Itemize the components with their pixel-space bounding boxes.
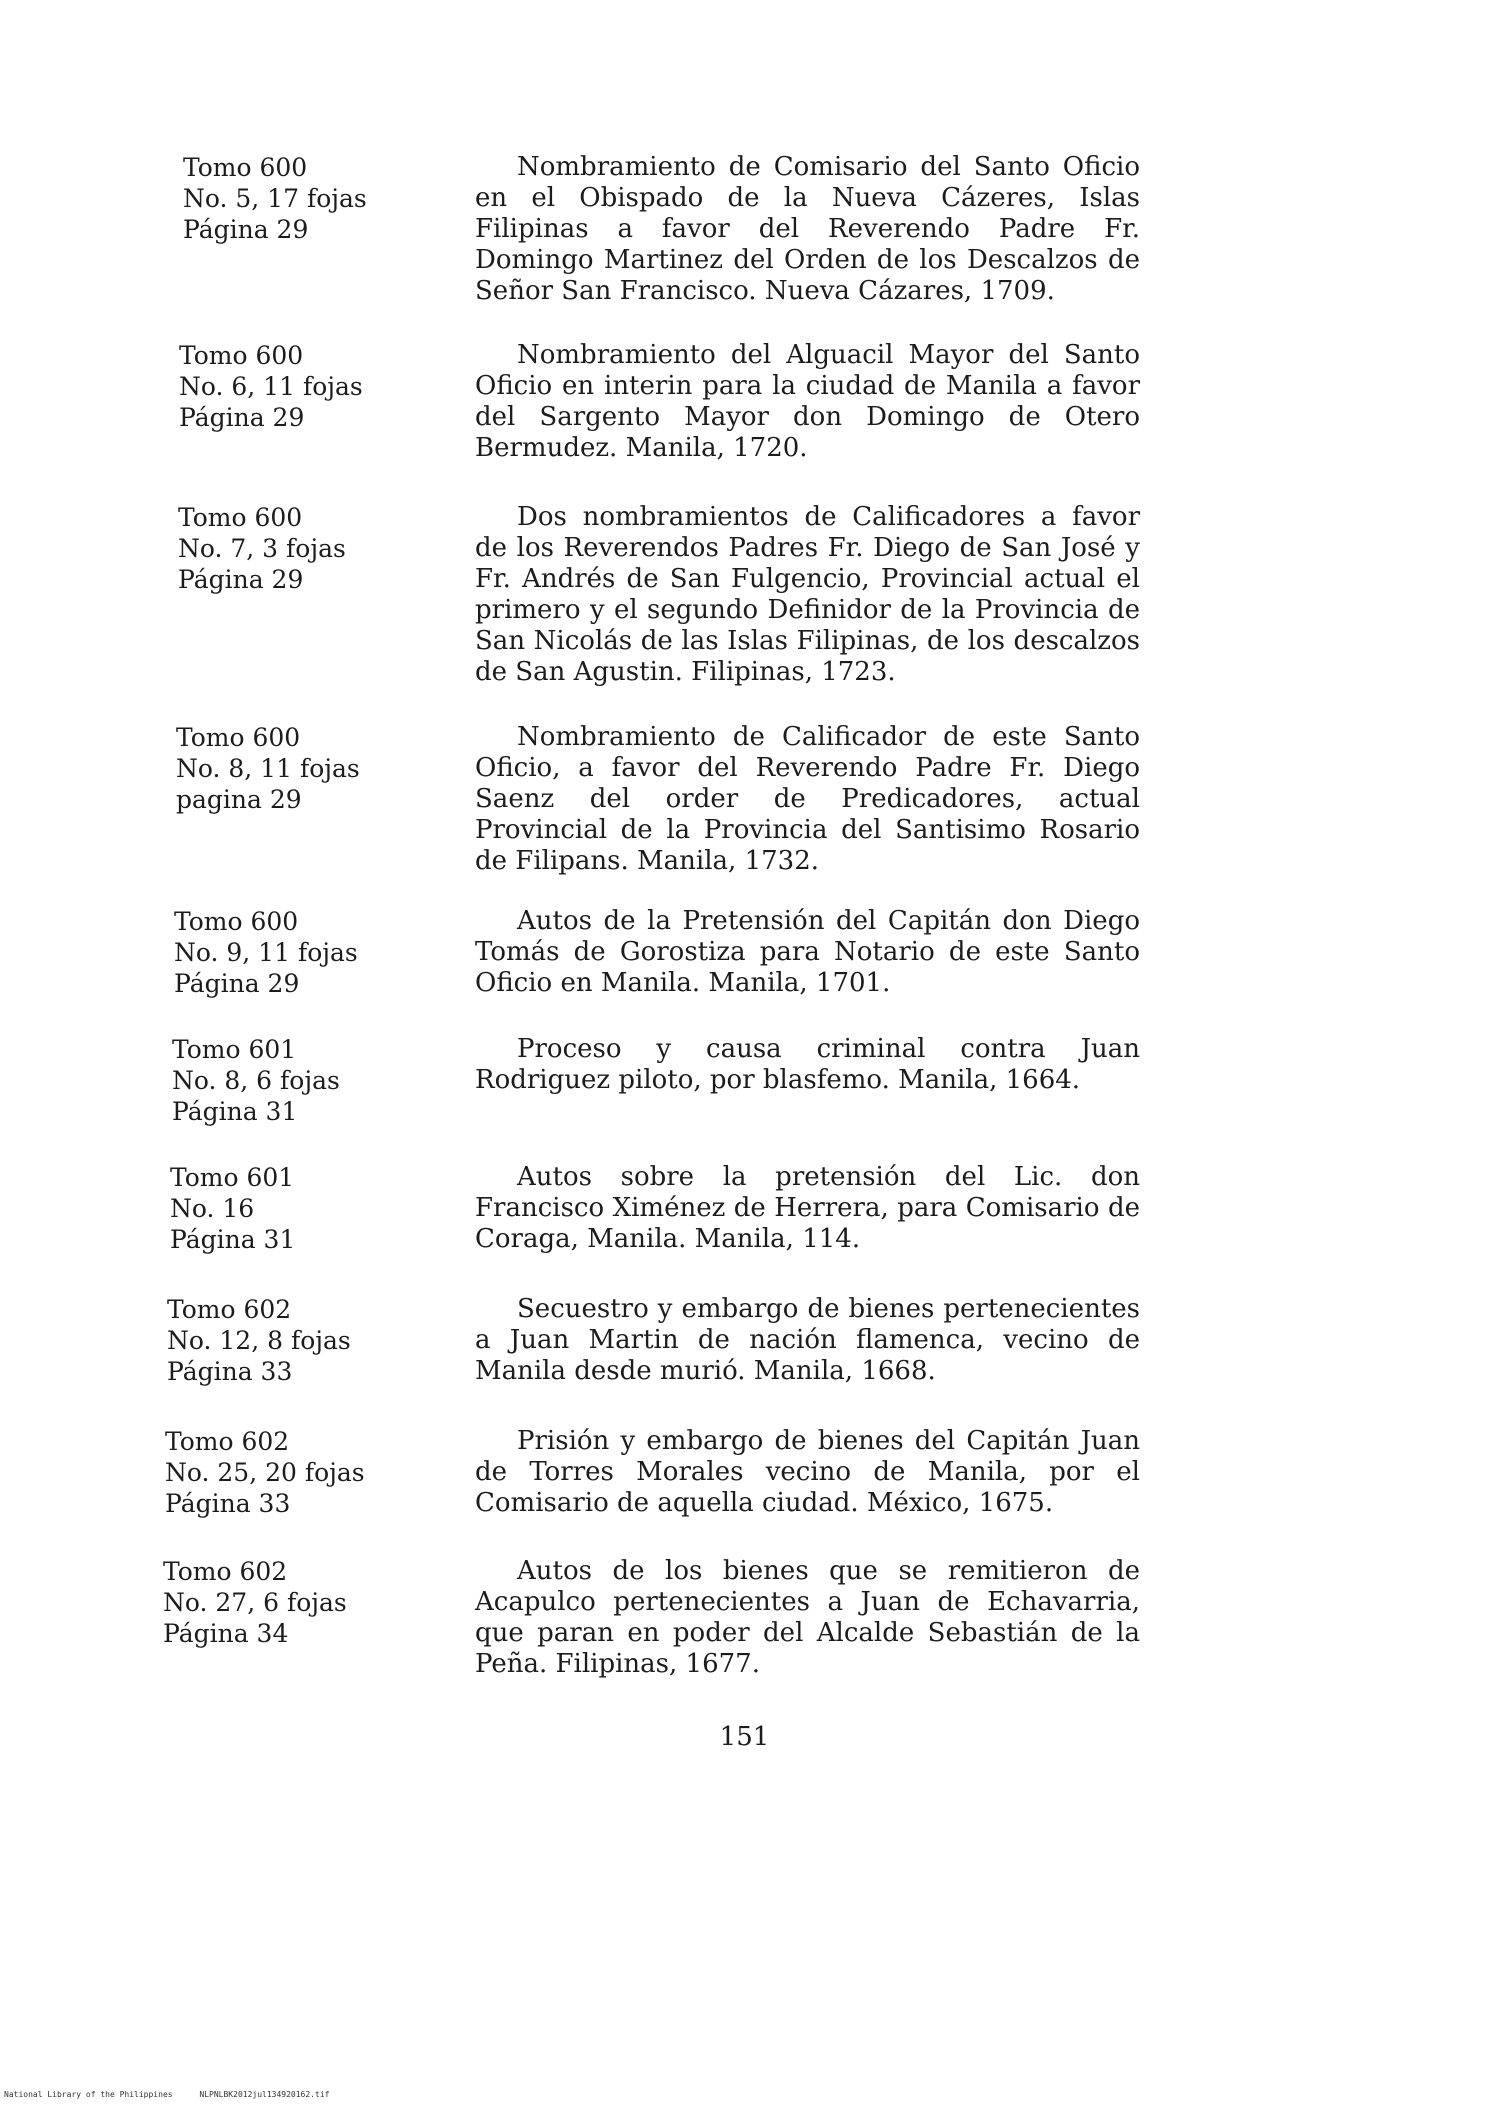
tomo-line: Tomo 601 bbox=[170, 1163, 295, 1192]
tomo-line: Tomo 602 bbox=[167, 1295, 292, 1324]
page-line: Página 29 bbox=[183, 215, 309, 244]
page-line: Página 31 bbox=[170, 1225, 296, 1254]
page-line: Página 33 bbox=[167, 1357, 293, 1386]
number-line: No. 8, 6 fojas bbox=[172, 1066, 340, 1095]
entry-description: Autos de los bienes que se remitieron de Acapulco pertenecientes a Juan de Echavarria, que paran en poder del Alcalde Sebastián de la Peña. Filipinas, 1677. bbox=[475, 1556, 1140, 1679]
tomo-line: Tomo 600 bbox=[183, 153, 308, 182]
number-line: No. 9, 11 fojas bbox=[174, 938, 358, 967]
page-line: Página 29 bbox=[179, 403, 305, 432]
page-line: Página 34 bbox=[163, 1619, 289, 1648]
number-line: No. 8, 11 fojas bbox=[176, 754, 360, 783]
tomo-line: Tomo 600 bbox=[179, 341, 304, 370]
entry-reference bbox=[176, 722, 426, 815]
tomo-line: Tomo 600 bbox=[176, 723, 301, 752]
entry-reference bbox=[178, 502, 428, 595]
entry-description: Autos sobre la pretensión del Lic. don Francisco Ximénez de Herrera, para Comisario de Coraga, Manila. Manila, 114. bbox=[475, 1162, 1140, 1254]
entry-description: Dos nombramientos de Calificadores a favor de los Reverendos Padres Fr. Diego de San José y Fr. Andrés de San Fulgencio, Provincial actual el primero y el segundo Definidor de la Provincia de San Nicolás de las Islas Filipinas, de los descalzos de San Agustin. Filipinas, 1723. bbox=[475, 502, 1140, 687]
number-line: No. 16 bbox=[170, 1194, 255, 1223]
entry-description: Secuestro y embargo de bienes pertenecientes a Juan Martin de nación flamenca, vecino de Manila desde murió. Manila, 1668. bbox=[475, 1294, 1140, 1386]
number-line: No. 7, 3 fojas bbox=[178, 534, 346, 563]
entry-reference bbox=[172, 1034, 422, 1127]
number-line: No. 27, 6 fojas bbox=[163, 1588, 347, 1617]
scan-footer bbox=[4, 2090, 351, 2099]
tomo-line: Tomo 600 bbox=[178, 503, 303, 532]
entry-reference bbox=[170, 1162, 420, 1255]
tomo-line: Tomo 601 bbox=[172, 1035, 297, 1064]
tomo-line: Tomo 602 bbox=[163, 1557, 288, 1586]
page-line: Página 33 bbox=[165, 1489, 291, 1518]
entry-description: Autos de la Pretensión del Capitán don Diego Tomás de Gorostiza para Notario de este Santo Oficio en Manila. Manila, 1701. bbox=[475, 906, 1140, 998]
entry-reference bbox=[179, 340, 429, 433]
entry-description: Prisión y embargo de bienes del Capitán Juan de Torres Morales vecino de Manila, por el Comisario de aquella ciudad. México, 1675. bbox=[475, 1426, 1140, 1518]
footer-file: NLPNLBK2012jul134920162.tif bbox=[199, 2090, 330, 2099]
entry-reference bbox=[163, 1556, 413, 1649]
page-line: pagina 29 bbox=[176, 785, 302, 814]
entry-reference bbox=[174, 906, 424, 999]
entry-description: Nombramiento del Alguacil Mayor del Santo Oficio en interin para la ciudad de Manila a favor del Sargento Mayor don Domingo de Otero Bermudez. Manila, 1720. bbox=[475, 340, 1140, 463]
tomo-line: Tomo 602 bbox=[165, 1427, 290, 1456]
page-line: Página 29 bbox=[174, 969, 300, 998]
entry-reference bbox=[165, 1426, 415, 1519]
number-line: No. 25, 20 fojas bbox=[165, 1458, 365, 1487]
footer-library: National Library of the Philippines bbox=[4, 2090, 173, 2099]
entry-reference bbox=[167, 1294, 417, 1387]
tomo-line: Tomo 600 bbox=[174, 907, 299, 936]
page-number: 151 bbox=[719, 1722, 770, 1752]
entry-description: Nombramiento de Calificador de este Santo Oficio, a favor del Reverendo Padre Fr. Diego Saenz del order de Predicadores, actual Provincial de la Provincia del Santisimo Rosario de Filipans. Manila, 1732. bbox=[475, 722, 1140, 876]
entry-reference bbox=[183, 152, 433, 245]
page-line: Página 31 bbox=[172, 1097, 298, 1126]
number-line: No. 5, 17 fojas bbox=[183, 184, 367, 213]
number-line: No. 12, 8 fojas bbox=[167, 1326, 351, 1355]
entry-description: Nombramiento de Comisario del Santo Oficio en el Obispado de la Nueva Cázeres, Islas Filipinas a favor del Reverendo Padre Fr. Domingo Martinez del Orden de los Descalzos de Señor San Francisco. Nueva Cázares, 1709. bbox=[475, 152, 1140, 306]
number-line: No. 6, 11 fojas bbox=[179, 372, 363, 401]
page-line: Página 29 bbox=[178, 565, 304, 594]
entry-description: Proceso y causa criminal contra Juan Rodriguez piloto, por blasfemo. Manila, 1664. bbox=[475, 1034, 1140, 1095]
